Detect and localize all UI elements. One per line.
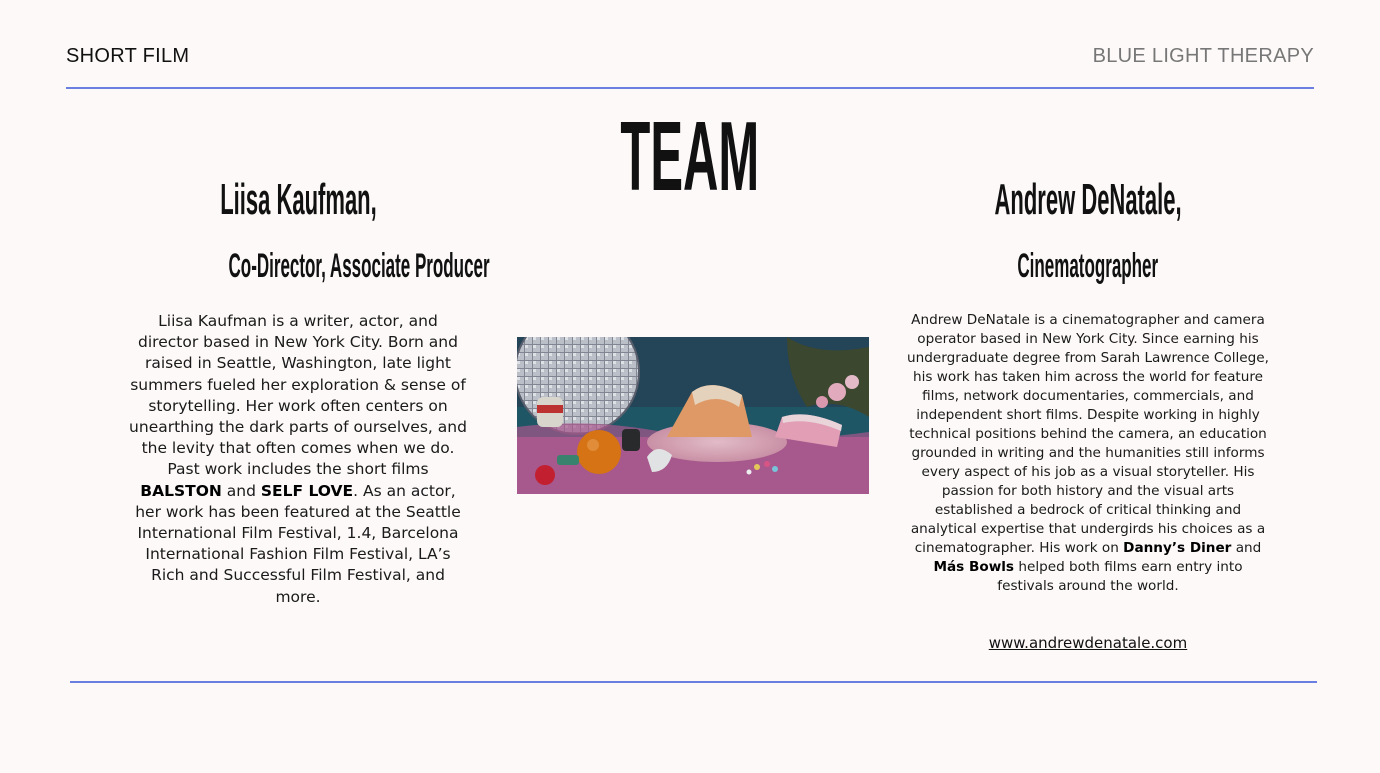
right-bio-film-1: Danny’s Diner bbox=[1123, 540, 1232, 556]
top-divider bbox=[66, 87, 1314, 89]
right-person-role-wrap bbox=[888, 246, 1288, 286]
team-photo bbox=[517, 337, 869, 494]
left-person-role: Co-Director, Associate Producer bbox=[228, 247, 490, 285]
right-bio-text-3: helped both films earn entry into festivals around the world. bbox=[997, 559, 1243, 594]
photo-illustration bbox=[517, 337, 869, 494]
left-person-name-wrap bbox=[98, 174, 498, 226]
right-person-name-wrap bbox=[888, 174, 1288, 226]
left-person-role-wrap bbox=[98, 246, 498, 286]
left-bio-film-1: BALSTON bbox=[140, 481, 222, 500]
right-person-bio bbox=[906, 311, 1270, 596]
left-bio-text-3: . As an actor, her work has been featured at the Seattle International Film Festival, 1.4, Barcelona International Fashion Film Festival, LA’s Rich and Successful Film Festival, and more. bbox=[135, 481, 461, 606]
left-bio-text-1: Liisa Kaufman is a writer, actor, and director based in New York City. Born and raised in Seattle, Washington, late light summers fueled her exploration & sense of storytelling. Her work often centers on unearthing the dark parts of ourselves, and the levity that often comes when we do. Past work includes the short films bbox=[129, 312, 467, 479]
right-bio-text-2: and bbox=[1231, 540, 1262, 556]
right-bio-film-2: Más Bowls bbox=[933, 559, 1015, 575]
right-person-name: Andrew DeNatale, bbox=[994, 175, 1182, 224]
page-title: TEAM bbox=[620, 101, 760, 211]
page-title-wrap bbox=[440, 100, 940, 212]
right-bio-text-1: Andrew DeNatale is a cinematographer and camera operator based in New York City. Since earning his undergraduate degree from Sarah Lawrence College, his work has taken him across the world for feature films, network documentaries, commercials, and independent short films. Despite working in highly technical positions behind the camera, an education grounded in writing and the humanities still informs every aspect of his job as a visual storyteller. His passion for both history and the visual arts established a bedrock of critical thinking and analytical expertise that undergirds his choices as a cinematographer. His work on bbox=[907, 312, 1269, 556]
website-link[interactable]: www.andrewdenatale.com bbox=[988, 634, 1188, 652]
left-person-bio bbox=[128, 311, 468, 608]
header-film-title: BLUE LIGHT THERAPY bbox=[1092, 45, 1314, 67]
left-bio-text-2: and bbox=[221, 481, 261, 500]
bottom-divider bbox=[70, 681, 1317, 683]
left-person-name: Liisa Kaufman, bbox=[219, 175, 377, 224]
header-film-type: SHORT FILM bbox=[66, 45, 190, 67]
right-person-role: Cinematographer bbox=[1017, 247, 1159, 285]
left-bio-film-2: SELF LOVE bbox=[260, 481, 354, 500]
